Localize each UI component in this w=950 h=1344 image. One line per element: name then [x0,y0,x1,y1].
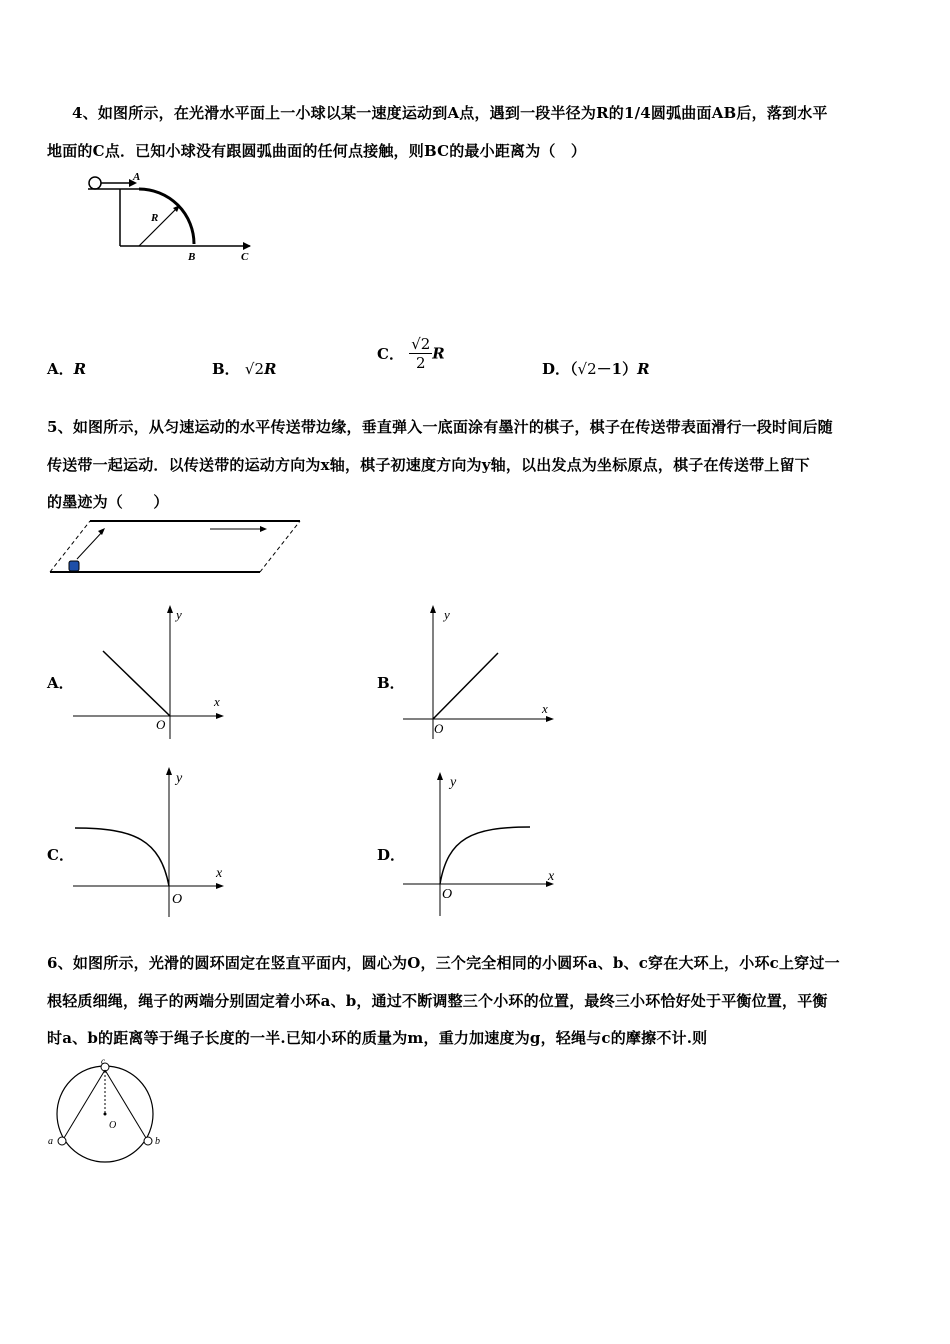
svg-text:x: x [542,701,548,716]
q5-option-a-graph[interactable] [70,603,240,743]
svg-text:c: c [101,1056,105,1066]
svg-text:x: x [216,866,223,881]
q6-text-line3: 时a、b的距离等于绳子长度的一半.已知小环的质量为m，重力加速度为g，轻绳与c的摩擦不计.则 [47,1029,708,1047]
svg-text:O: O [442,887,453,902]
label-C: C [241,251,249,263]
q4-option-d[interactable]: D．（√2－1）R [542,360,650,378]
q5-option-d-label[interactable]: D． [377,846,406,864]
svg-text:O: O [434,721,444,736]
q5-conveyor-figure [45,515,305,580]
q4-option-c[interactable]: C． $\frac{√2}{2}$ R [377,335,445,372]
trace-line [433,653,498,719]
ball-icon [89,177,101,189]
svg-text:O: O [109,1120,117,1131]
q4-option-a[interactable]: A．R [47,360,87,378]
quarter-arc [139,189,194,244]
q4-text-line2: 地面的C点．已知小球没有跟圆弧曲面的任何点接触，则BC的最小距离为（ ） [47,142,587,160]
small-ring-b [144,1137,152,1145]
q5-option-c-graph[interactable] [70,765,240,920]
q6-text-line1: 6、如图所示，光滑的圆环固定在竖直平面内，圆心为O，三个完全相同的小圆环a、b、c穿在大环上，小环c上穿过一 [47,954,840,972]
chess-piece-icon [69,561,79,571]
svg-text:y: y [176,607,182,622]
q5-text-line3: 的墨迹为（ ） [47,493,169,511]
fraction: $\frac{√2}{2}$ [411,335,431,372]
svg-text:x: x [214,694,220,709]
q5-option-b-graph[interactable] [400,603,570,743]
q5-option-c-label[interactable]: C． [47,846,74,864]
q5-option-a-label[interactable]: A． [47,674,74,692]
svg-text:O: O [156,717,166,732]
svg-text:y: y [444,607,450,622]
q4-arc-figure [85,170,265,265]
trace-curve [440,827,530,884]
label-R: R [151,212,159,224]
small-ring-a [58,1137,66,1145]
svg-text:b: b [155,1136,160,1147]
trace-curve [75,828,169,886]
q5-text-line2: 传送带一起运动．以传送带的运动方向为x轴，棋子初速度方向为y轴，以出发点为坐标原点，棋子在传送带上留下 [47,456,810,474]
svg-text:a: a [48,1136,53,1147]
q6-ring-figure [45,1056,175,1172]
trace-line [103,651,170,716]
q4-option-b[interactable]: B． √2R [212,360,277,378]
q4-text-line1: 4、如图所示，在光滑水平面上一小球以某一速度运动到A点，遇到一段半径为R的1/4圆弧曲面AB后，落到水平 [72,104,828,122]
q6-text-line2: 根轻质细绳，绳子的两端分别固定着小环a、b，通过不断调整三个小环的位置，最终三小环恰好处于平衡位置，平衡 [47,992,828,1010]
q5-text-line1: 5、如图所示，从匀速运动的水平传送带边缘，垂直弹入一底面涂有墨汁的棋子，棋子在传送带表面滑行一段时间后随 [47,418,833,436]
q5-option-b-label[interactable]: B． [377,674,405,692]
svg-text:O: O [172,892,183,907]
svg-text:y: y [176,771,183,786]
label-B: B [188,251,196,263]
svg-text:y: y [450,775,457,790]
svg-text:x: x [548,869,555,884]
chess-velocity-arrow [77,531,103,559]
q5-option-d-graph[interactable] [400,770,570,920]
label-A: A [133,171,141,183]
